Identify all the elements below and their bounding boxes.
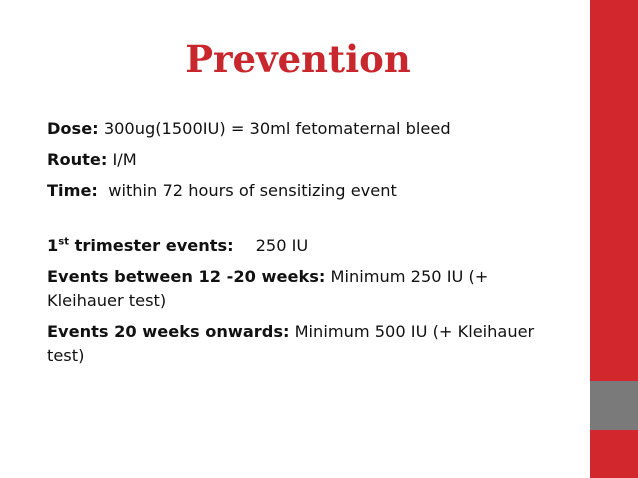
- events-12-20-label: Events between 12 -20 weeks:: [47, 267, 326, 286]
- first-trimester-value: 250 IU: [255, 236, 309, 255]
- first-trimester-line: [47, 234, 567, 258]
- route-label: Route:: [47, 150, 108, 169]
- first-trimester-label: [47, 236, 234, 255]
- events-12-20-value: Minimum 250 IU (+ Kleihauer test): [47, 267, 489, 310]
- dose-value: 300ug(1500IU) = 30ml fetomaternal bleed: [103, 119, 451, 138]
- events-12-20-line: [47, 265, 567, 313]
- dose-label: Dose:: [47, 119, 99, 138]
- slide-title: Prevention: [185, 37, 411, 81]
- events-20-onwards-value: Minimum 500 IU (+ Kleihauer test): [47, 322, 535, 365]
- sidebar-red-band-top: [590, 0, 638, 381]
- time-line: [47, 179, 567, 203]
- sidebar-gray-band: [590, 381, 638, 430]
- events-20-onwards-label: Events 20 weeks onwards:: [47, 322, 290, 341]
- first-trimester-number: 1: [47, 236, 59, 255]
- time-value: within 72 hours of sensitizing event: [108, 181, 397, 200]
- blank-line: [47, 210, 567, 234]
- sidebar-red-band-bottom: [590, 430, 638, 478]
- first-trimester-label-rest: trimester events:: [74, 236, 234, 255]
- route-line: [47, 148, 567, 172]
- first-trimester-ordinal: st: [58, 236, 69, 248]
- events-20-onwards-line: [47, 320, 567, 368]
- dose-line: [47, 117, 567, 141]
- route-value: I/M: [112, 150, 137, 169]
- time-label: Time:: [47, 181, 98, 200]
- slide-content: [47, 117, 567, 375]
